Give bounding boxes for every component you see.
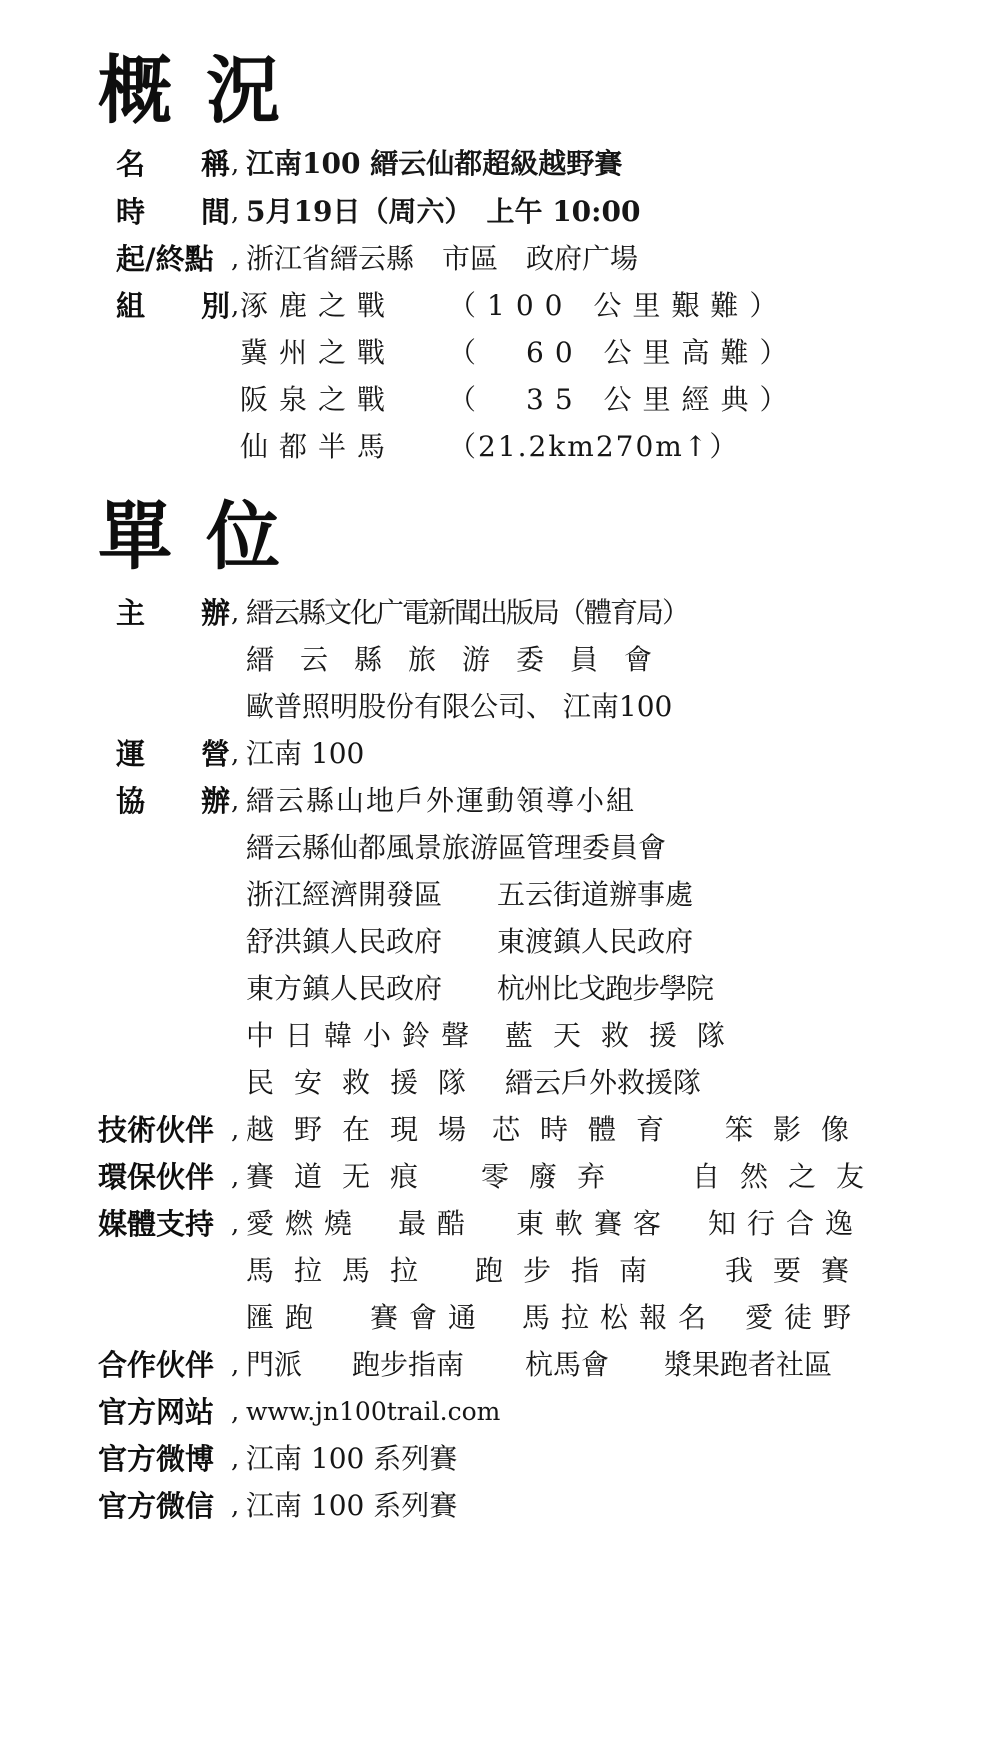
overview-groups-row-3 [0, 382, 1000, 418]
group-name: 仙都半馬 [240, 430, 397, 463]
overview-groups-row-4 [0, 429, 1000, 465]
overview-groups-row-1 [0, 288, 1000, 324]
media-row-2 [0, 1253, 1000, 1289]
separator: , [231, 1350, 240, 1380]
co-org-item: 縉云縣山地戶外運動領導小組 [246, 784, 637, 817]
start-end-location: 浙江省縉云縣 市區 政府广場 [246, 242, 639, 275]
groups-label: 組 別 [116, 289, 230, 323]
group-desc: （21.2km270m↑） [448, 430, 740, 463]
website-label: 官方网站 [98, 1395, 215, 1429]
media-item: 愛燃燒 [246, 1207, 364, 1240]
partners-row [0, 1347, 1000, 1383]
host-line: 縉云縣文化广電新聞出版局（體育局） [246, 596, 689, 629]
overview-start-end-row [0, 241, 1000, 277]
operator-row [0, 736, 1000, 772]
group-desc: （ 60 公里高難） [448, 336, 799, 369]
media-item: 知行合逸 [708, 1207, 865, 1240]
partner-item: 跑步指南 [352, 1348, 465, 1381]
co-org-row-6 [0, 1018, 1000, 1054]
co-org-label: 協 辦 [116, 784, 230, 818]
media-item: 馬拉松報名 [522, 1301, 718, 1334]
co-org-row-4 [0, 924, 1000, 960]
co-org-item: 縉云縣仙都風景旅游區管理委員會 [246, 831, 667, 864]
time-label: 時 間 [116, 195, 230, 229]
wechat-row [0, 1488, 1000, 1524]
media-item: 愛徒野 [745, 1301, 863, 1334]
event-time: 5月19日（周六） 上午 10:00 [246, 195, 641, 228]
separator: , [231, 1444, 240, 1474]
co-org-item: 杭州比戈跑步學院 [497, 972, 714, 1005]
separator: , [231, 244, 240, 274]
co-org-row-2 [0, 830, 1000, 866]
partner-item: 門派 [246, 1348, 303, 1381]
eco-partners-row [0, 1159, 1000, 1195]
media-item: 跑步指南 [475, 1254, 668, 1287]
tech-partners-row [0, 1112, 1000, 1148]
separator: , [231, 1491, 240, 1521]
separator: , [231, 197, 240, 227]
wechat-value: 江南 100 系列賽 [246, 1489, 458, 1522]
media-item: 我要賽 [725, 1254, 870, 1287]
co-org-item: 縉云戶外救援隊 [505, 1066, 702, 1099]
overview-title: 概況 [98, 48, 314, 134]
co-org-row-1 [0, 783, 1000, 819]
separator: , [231, 739, 240, 769]
operator-label: 運 營 [116, 737, 230, 771]
partner-item: 漿果跑者社區 [664, 1348, 833, 1381]
media-row-1 [0, 1206, 1000, 1242]
co-org-item: 東方鎮人民政府 [246, 972, 443, 1005]
event-name: 江南100 縉云仙都超級越野賽 [246, 147, 623, 180]
separator: , [231, 1209, 240, 1239]
eco-partner-item: 賽道无痕 [246, 1160, 439, 1193]
co-org-item: 藍天救援隊 [505, 1019, 746, 1052]
weibo-label: 官方微博 [98, 1442, 215, 1476]
media-item: 最酷 [398, 1207, 477, 1240]
group-desc: （ 35 公里經典） [448, 383, 799, 416]
tech-partners-label: 技術伙伴 [98, 1113, 215, 1147]
separator: , [231, 1162, 240, 1192]
name-label: 名 稱 [116, 147, 230, 181]
co-org-row-5 [0, 971, 1000, 1007]
host-row-1 [0, 595, 1000, 631]
media-row-3 [0, 1300, 1000, 1336]
partners-label: 合作伙伴 [98, 1348, 215, 1382]
overview-name-row [0, 146, 1000, 182]
website-link[interactable]: www.jn100trail.com [246, 1397, 501, 1426]
separator: , [231, 786, 240, 816]
units-title: 單位 [98, 494, 314, 580]
co-org-item: 浙江經濟開發區 [246, 878, 443, 911]
co-org-item: 舒洪鎮人民政府 [246, 925, 443, 958]
tech-partner-item: 越野在現場 [246, 1113, 487, 1146]
media-item: 馬拉馬拉 [246, 1254, 439, 1287]
tech-partner-item: 芯時體育 [492, 1113, 685, 1146]
media-item: 賽會通 [370, 1301, 488, 1334]
host-line: 歐普照明股份有限公司、 江南100 [246, 690, 673, 723]
eco-partner-item: 零廢弃 [481, 1160, 626, 1193]
group-name: 冀州之戰 [240, 336, 397, 369]
media-label: 媒體支持 [98, 1207, 215, 1241]
co-org-row-3 [0, 877, 1000, 913]
host-line: 縉云縣旅游委員會 [246, 643, 679, 676]
weibo-row [0, 1441, 1000, 1477]
media-item: 東軟賽客 [516, 1207, 673, 1240]
co-org-item: 五云街道辦事處 [497, 878, 694, 911]
group-name: 涿鹿之戰 [240, 289, 397, 322]
overview-time-row [0, 194, 1000, 230]
partner-item: 杭馬會 [525, 1348, 610, 1381]
separator: , [231, 149, 240, 179]
co-org-item: 東渡鎮人民政府 [497, 925, 694, 958]
group-desc: （100 公里艱難） [448, 289, 789, 322]
media-item: 匯跑 [246, 1301, 325, 1334]
separator: , [231, 1397, 240, 1427]
eco-partner-item: 自然之友 [692, 1160, 885, 1193]
start-end-label: 起/終點 [116, 242, 214, 276]
eco-partners-label: 環保伙伴 [98, 1160, 215, 1194]
separator: , [231, 291, 240, 321]
co-org-item: 中日韓小鈴聲 [246, 1019, 481, 1052]
website-row [0, 1394, 1000, 1430]
host-label: 主 辦 [116, 596, 230, 630]
separator: , [231, 598, 240, 628]
group-name: 阪泉之戰 [240, 383, 397, 416]
overview-groups-row-2 [0, 335, 1000, 371]
operator-value: 江南 100 [246, 737, 365, 770]
tech-partner-item: 笨影像 [725, 1113, 870, 1146]
co-org-item: 民安救援隊 [246, 1066, 487, 1099]
weibo-value: 江南 100 系列賽 [246, 1442, 458, 1475]
co-org-row-7 [0, 1065, 1000, 1101]
host-row-3 [0, 689, 1000, 725]
wechat-label: 官方微信 [98, 1489, 215, 1523]
separator: , [231, 1115, 240, 1145]
host-row-2 [0, 642, 1000, 678]
